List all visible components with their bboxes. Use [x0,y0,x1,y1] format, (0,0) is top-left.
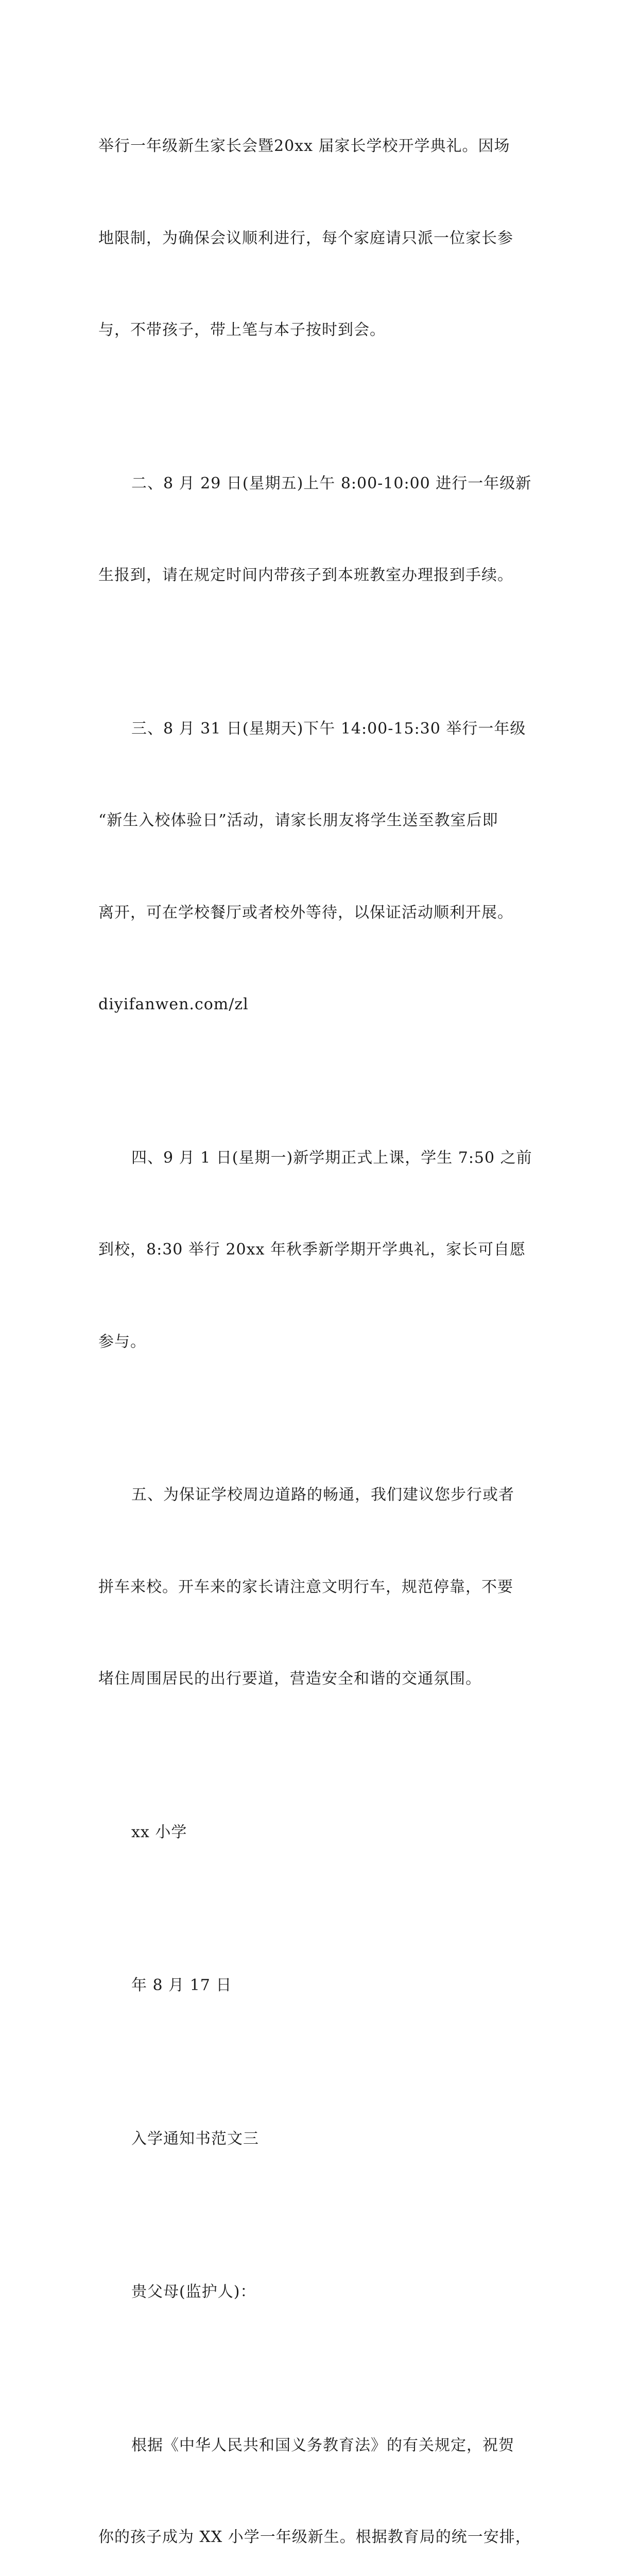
text-line: 举行一年级新生家长会暨20xx 届家长学校开学典礼。因场 [98,131,551,162]
paragraph [98,2369,551,2576]
paragraph [98,1418,551,1756]
text-line: 贵父母(监护人)： [98,2277,551,2308]
text-line: 年 8 月 17 日 [98,1970,551,2001]
text-line: 与，不带孩子，带上笔与本子按时到会。 [98,315,551,346]
paragraph [98,652,551,1081]
text-line: 三、8 月 31 日(星期天)下午 14:00-15:30 举行一年级 [98,714,551,744]
text-line: xx 小学 [98,1817,551,1848]
text-line: 四、9 月 1 日(星期一)新学期正式上课，学生 7:50 之前 [98,1143,551,1174]
salutation [98,2215,551,2369]
paragraph [98,70,551,407]
paragraph [98,1081,551,1419]
text-line: diyifanwen.com/zl [98,989,551,1020]
signature-school [98,1756,551,1909]
text-line: 拼车来校。开车来的家长请注意文明行车，规范停靠，不要 [98,1572,551,1603]
text-line: 到校，8:30 举行 20xx 年秋季新学期开学典礼，家长可自愿 [98,1234,551,1265]
text-line: “新生入校体验日”活动，请家长朋友将学生送至教室后即 [98,805,551,836]
text-line: 五、为保证学校周边道路的畅通，我们建议您步行或者 [98,1480,551,1511]
signature-date [98,1909,551,2062]
text-line: 二、8 月 29 日(星期五)上午 8:00-10:00 进行一年级新 [98,468,551,499]
text-line: 堵住周围居民的出行要道，营造安全和谐的交通氛围。 [98,1664,551,1694]
text-line: 你的孩子成为 XX 小学一年级新生。根据教育局的统一安排， [98,2522,551,2553]
text-line: 根据《中华人民共和国义务教育法》的有关规定，祝贺 [98,2430,551,2461]
text-line: 地限制，为确保会议顺利进行，每个家庭请只派一位家长参 [98,223,551,254]
paragraph [98,407,551,652]
section-title [98,2062,551,2216]
text-line: 入学通知书范文三 [98,2124,551,2155]
document-body [98,70,551,2576]
text-line: 生报到，请在规定时间内带孩子到本班教室办理报到手续。 [98,560,551,591]
text-line: 离开，可在学校餐厅或者校外等待，以保证活动顺利开展。 [98,897,551,928]
text-line: 参与。 [98,1327,551,1358]
